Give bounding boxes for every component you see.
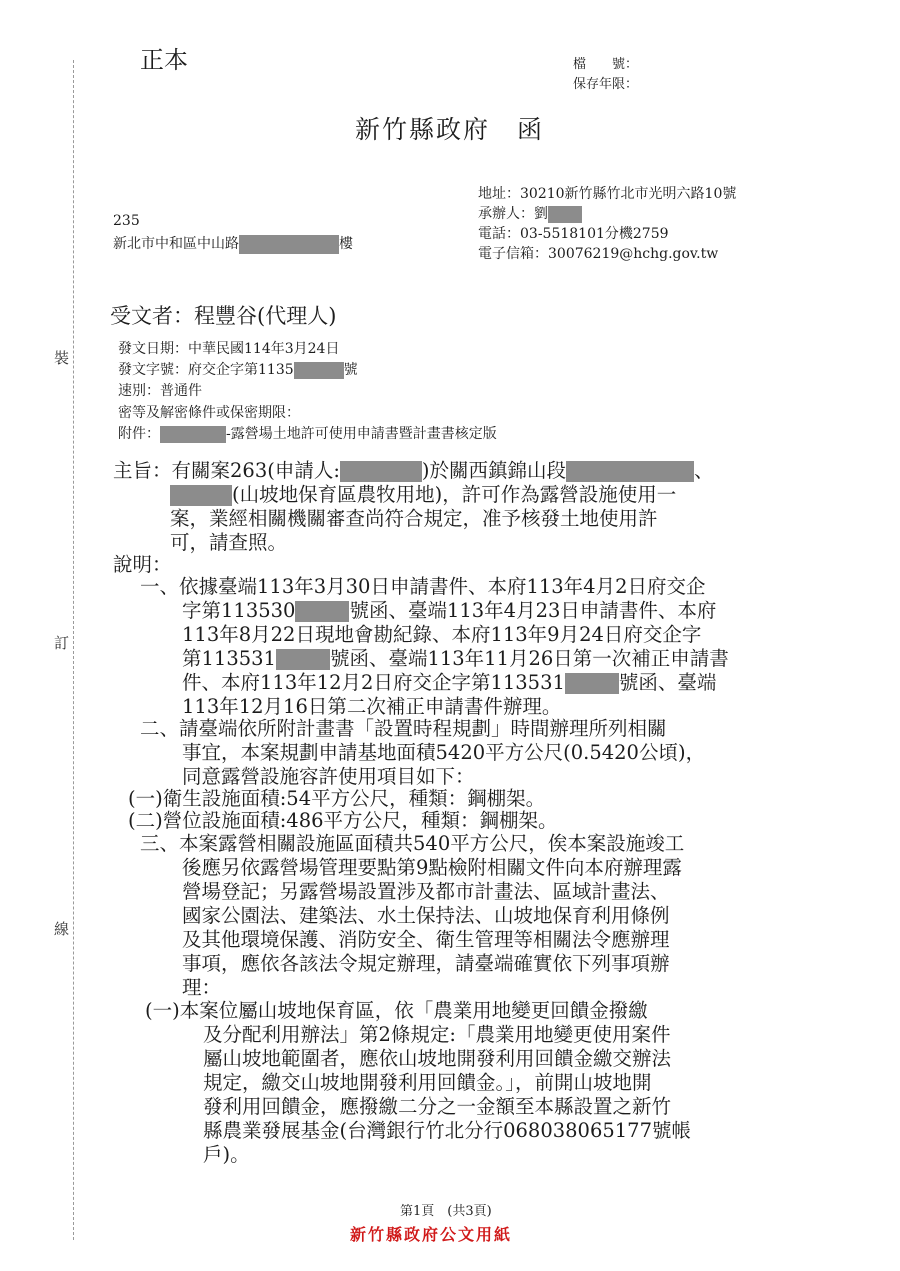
explanation-line: 及其他環境保護、消防安全、衛生管理等相關法令應辦理 bbox=[182, 928, 670, 951]
recipient: 受文者：程豐谷(代理人) bbox=[110, 304, 337, 328]
explanation-line: 三、本案露營相關設施區面積共540平方公尺，俟本案設施竣工 bbox=[140, 832, 685, 855]
explanation-text: 號函、臺端113年4月23日申請書件、本府 bbox=[349, 599, 717, 622]
binding-mark-order: 訂 bbox=[54, 634, 70, 652]
explanation-heading: 說明： bbox=[113, 553, 172, 576]
page-number: 第1頁 (共3頁) bbox=[400, 1204, 492, 1219]
redaction bbox=[294, 362, 344, 379]
mailing-postcode: 235 bbox=[113, 213, 140, 229]
speed-class: 速別：普通件 bbox=[118, 383, 202, 399]
agency-email: 電子信箱：30076219@hchg.gov.tw bbox=[478, 246, 719, 262]
copy-label: 正本 bbox=[140, 46, 188, 74]
explanation-subitem-line: 戶)。 bbox=[203, 1143, 250, 1166]
attachment-name: -露營場土地許可使用申請書暨計畫書核定版 bbox=[226, 426, 497, 442]
secrecy-level: 密等及解密條件或保密期限： bbox=[118, 405, 300, 421]
explanation-subitem-line: 縣農業發展基金(台灣銀行竹北分行068038065177號帳 bbox=[203, 1119, 691, 1142]
retention-period-label: 保存年限： bbox=[573, 77, 639, 92]
binding-mark-seal: 裝 bbox=[54, 349, 70, 367]
explanation-subitem: (一)本案位屬山坡地保育區，依「農業用地變更回饋金撥繳 bbox=[145, 999, 648, 1022]
attachment bbox=[118, 423, 497, 443]
issue-date: 發文日期：中華民國114年3月24日 bbox=[118, 341, 340, 357]
subject-text: )於關西鎮錦山段 bbox=[421, 459, 567, 482]
subject-text: (山坡地保育區農牧用地)，許可作為露營設施使用一 bbox=[232, 483, 677, 506]
binding-mark-line: 線 bbox=[54, 920, 70, 938]
explanation-line: 國家公園法、建築法、水土保持法、山坡地保育利用條例 bbox=[182, 904, 670, 927]
mailing-address-prefix: 新北市中和區中山路 bbox=[113, 236, 239, 252]
explanation-text: 號函、臺端 bbox=[618, 671, 717, 694]
document-title: 新竹縣政府 函 bbox=[355, 115, 545, 144]
explanation-text: 字第113530 bbox=[182, 599, 296, 622]
document-number bbox=[118, 359, 358, 379]
agency-phone: 電話：03-5518101分機2759 bbox=[478, 226, 669, 242]
redaction bbox=[548, 206, 582, 223]
explanation-line: 113年8月22日現地會勘紀錄、本府113年9月24日府交企字 bbox=[182, 623, 702, 646]
subject-line: 可，請查照。 bbox=[170, 531, 288, 554]
explanation-line: 理： bbox=[182, 976, 222, 999]
subject-line: 案，業經相關機關審查尚符合規定，准予核發土地使用許 bbox=[170, 507, 658, 530]
redaction bbox=[565, 673, 619, 694]
explanation-subitem: (一)衛生設施面積:54平方公尺，種類：鋼棚架。 bbox=[128, 787, 546, 810]
explanation-subitem: (二)營位設施面積:486平方公尺，種類：鋼棚架。 bbox=[128, 809, 558, 832]
explanation-line: 一、依據臺端113年3月30日申請書件、本府113年4月2日府交企 bbox=[140, 575, 706, 598]
explanation-line: 後應另依露營場管理要點第9點檢附相關文件向本府辦理露 bbox=[182, 856, 682, 879]
explanation-subitem-line: 發利用回饋金，應撥繳二分之一金額至本縣設置之新竹 bbox=[203, 1095, 672, 1118]
explanation-text: 件、本府113年12月2日府交企字第113531 bbox=[182, 671, 565, 694]
explanation-subitem-line: 規定，繳交山坡地開發利用回饋金。」，前開山坡地開 bbox=[203, 1071, 652, 1094]
file-number-label: 檔 號： bbox=[573, 57, 639, 72]
explanation-line: 同意露營設施容許使用項目如下： bbox=[182, 765, 475, 788]
explanation-subitem-line: 屬山坡地範圍者，應依山坡地開發利用回饋金繳交辦法 bbox=[203, 1047, 672, 1070]
handler bbox=[478, 203, 582, 223]
redaction bbox=[160, 426, 226, 443]
attachment-prefix: 附件： bbox=[118, 426, 160, 442]
explanation-line: 事宜，本案規劃申請基地面積5420平方公尺(0.5420公頃)， bbox=[182, 741, 706, 764]
explanation-line: 二、請臺端依所附計畫書「設置時程規劃」時間辦理所列相關 bbox=[140, 717, 667, 740]
explanation-text: 第113531 bbox=[182, 647, 276, 670]
explanation-line: 營場登記；另露營場設置涉及都市計畫法、區域計畫法、 bbox=[182, 880, 670, 903]
document-number-suffix: 號 bbox=[343, 362, 358, 378]
explanation-line: 事項，應依各該法令規定辦理，請臺端確實依下列事項辦 bbox=[182, 952, 670, 975]
official-paper-label: 新竹縣政府公文用紙 bbox=[350, 1225, 513, 1244]
agency-address: 地址：30210新竹縣竹北市光明六路10號 bbox=[478, 186, 737, 202]
subject-text: 、 bbox=[694, 459, 714, 482]
redaction bbox=[239, 235, 339, 254]
mailing-address-suffix: 樓 bbox=[339, 236, 353, 252]
subject-text: 主旨：有關案263(申請人: bbox=[113, 459, 340, 482]
explanation-line: 113年12月16日第二次補正申請書件辦理。 bbox=[182, 695, 562, 718]
handler-name: 承辦人：劉 bbox=[478, 206, 548, 222]
explanation-subitem-line: 及分配利用辦法」第2條規定:「農業用地變更使用案件 bbox=[203, 1023, 671, 1046]
mailing-address bbox=[113, 233, 353, 254]
document-number-prefix: 發文字號：府交企字第1135 bbox=[118, 362, 294, 378]
explanation-text: 號函、臺端113年11月26日第一次補正申請書 bbox=[329, 647, 729, 670]
binding-line bbox=[73, 60, 74, 1240]
